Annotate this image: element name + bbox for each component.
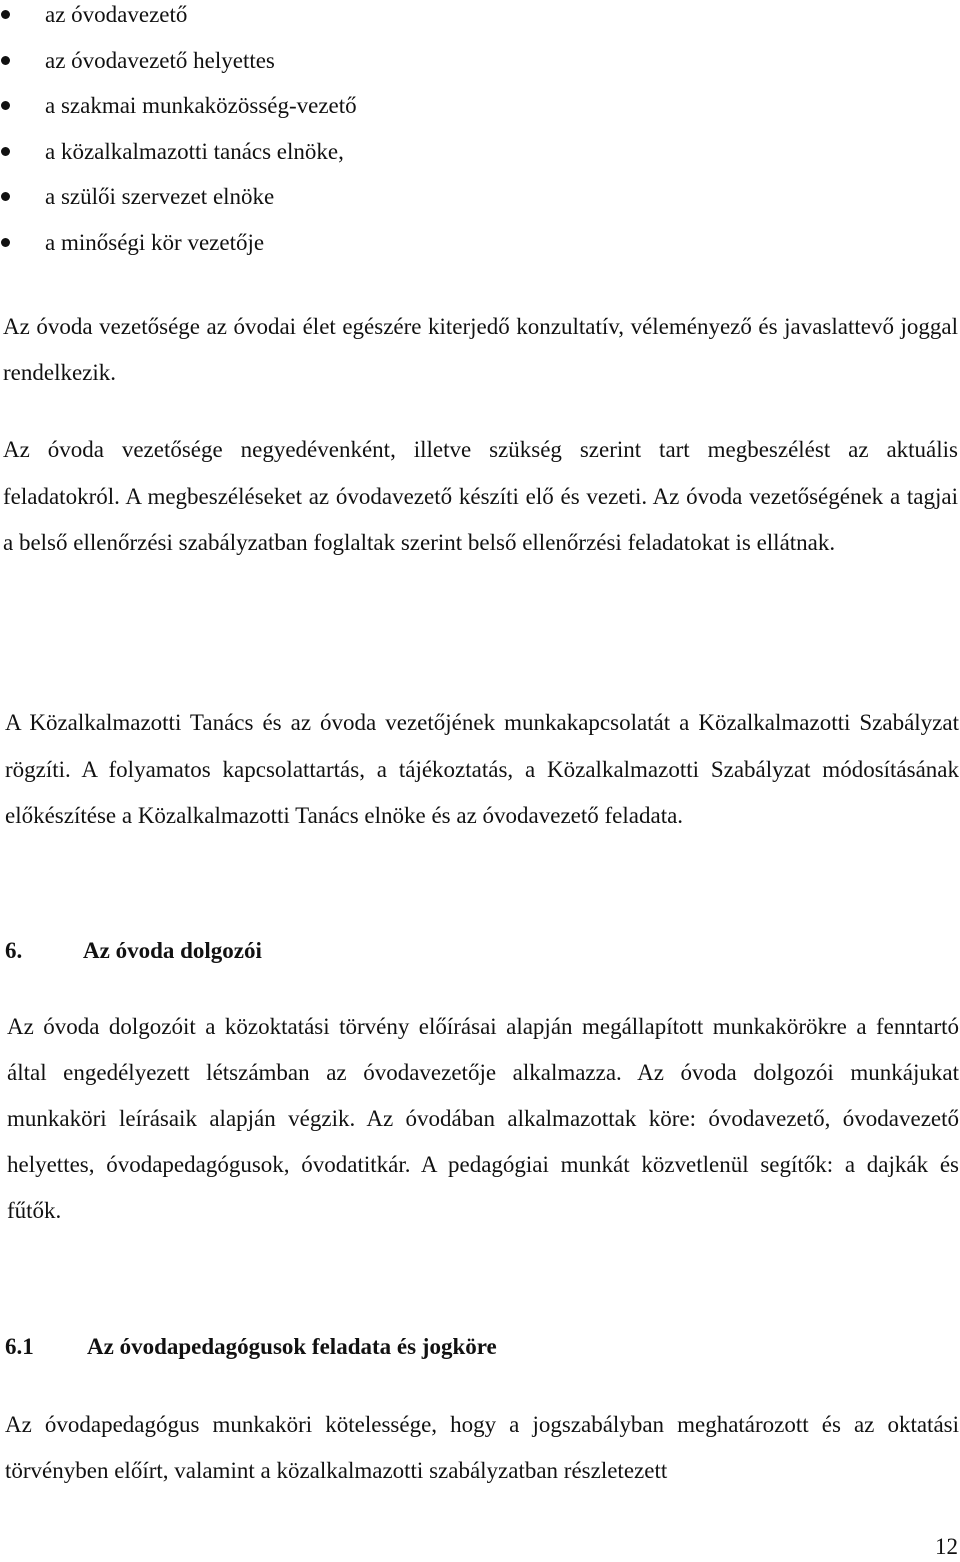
teacher-duty-paragraph: Az óvodapedagógus munkaköri kötelessége, hogy a jogszabályban meghatározott és az oktatási törvényben előírt, valamint a közalkalmazotti szabályzatban részletezett bbox=[5, 1412, 959, 1483]
list-item bbox=[0, 83, 357, 129]
bullet-icon bbox=[1, 56, 10, 65]
leadership-rights-paragraph: Az óvoda vezetősége az óvodai élet egészére kiterjedő konzultatív, véleményező és javaslattevő joggal rendelkezik. bbox=[3, 314, 958, 385]
list-item-text: a közalkalmazotti tanács elnöke, bbox=[45, 138, 344, 164]
page-number: 12 bbox=[935, 1534, 958, 1559]
leadership-meetings-paragraph: Az óvoda vezetősége negyedévenként, illetve szükség szerint tart megbeszélést az aktuális feladatokról. A megbeszéléseket az óvodavezető készíti elő és vezeti. Az óvoda vezetőségének a tagjai a belső ellenőrzési szabályzatban foglaltak szerint belső ellenőrzési feladatokat is ellátnak. bbox=[3, 437, 958, 555]
section-title: Az óvodapedagógusok feladata és jogköre bbox=[87, 1334, 497, 1359]
list-item-text: a minőségi kör vezetője bbox=[45, 229, 265, 255]
bullet-icon bbox=[1, 10, 10, 19]
section-title: Az óvoda dolgozói bbox=[83, 938, 262, 963]
staff-paragraph: Az óvoda dolgozóit a közoktatási törvény előírásai alapján megállapított munkakörökre a fenntartó által engedélyezett létszámban az óvodavezetője alkalmazza. Az óvoda dolgozói munkájukat munkaköri leírásaik alapján végzik. Az óvodában alkalmazottak köre: óvodavezető, óvodavezető helyettes, óvodapedagógusok, óvodatitkár. A pedagógiai munkát közvetlenül segítők: a dajkák és fűtők. bbox=[7, 1014, 959, 1223]
bullet-icon bbox=[1, 101, 10, 110]
section-6-heading bbox=[5, 936, 405, 966]
council-relationship-paragraph: A Közalkalmazotti Tanács és az óvoda vezetőjének munkakapcsolatát a Közalkalmazotti Szabályzat rögzíti. A folyamatos kapcsolattartás, a tájékoztatás, a Közalkalmazotti Szabályzat módosításának előkészítése a Közalkalmazotti Tanács elnöke és az óvodavezető feladata. bbox=[5, 710, 959, 828]
section-6-1-heading bbox=[5, 1332, 605, 1362]
list-item bbox=[0, 129, 357, 175]
list-item-text: a szakmai munkaközösség-vezető bbox=[45, 93, 357, 118]
list-item bbox=[0, 38, 357, 84]
bullet-icon bbox=[1, 192, 10, 201]
section-number: 6.1 bbox=[5, 1334, 34, 1359]
bullet-icon bbox=[1, 147, 10, 156]
list-item bbox=[0, 0, 357, 38]
bullet-icon bbox=[1, 238, 10, 247]
list-item-text: az óvodavezető bbox=[45, 2, 188, 27]
leadership-members-list bbox=[0, 0, 357, 265]
list-item-text: a szülői szervezet elnöke bbox=[45, 184, 275, 209]
section-number: 6. bbox=[5, 938, 23, 963]
list-item-text: az óvodavezető helyettes bbox=[45, 47, 275, 73]
list-item bbox=[0, 220, 357, 266]
list-item bbox=[0, 174, 357, 220]
